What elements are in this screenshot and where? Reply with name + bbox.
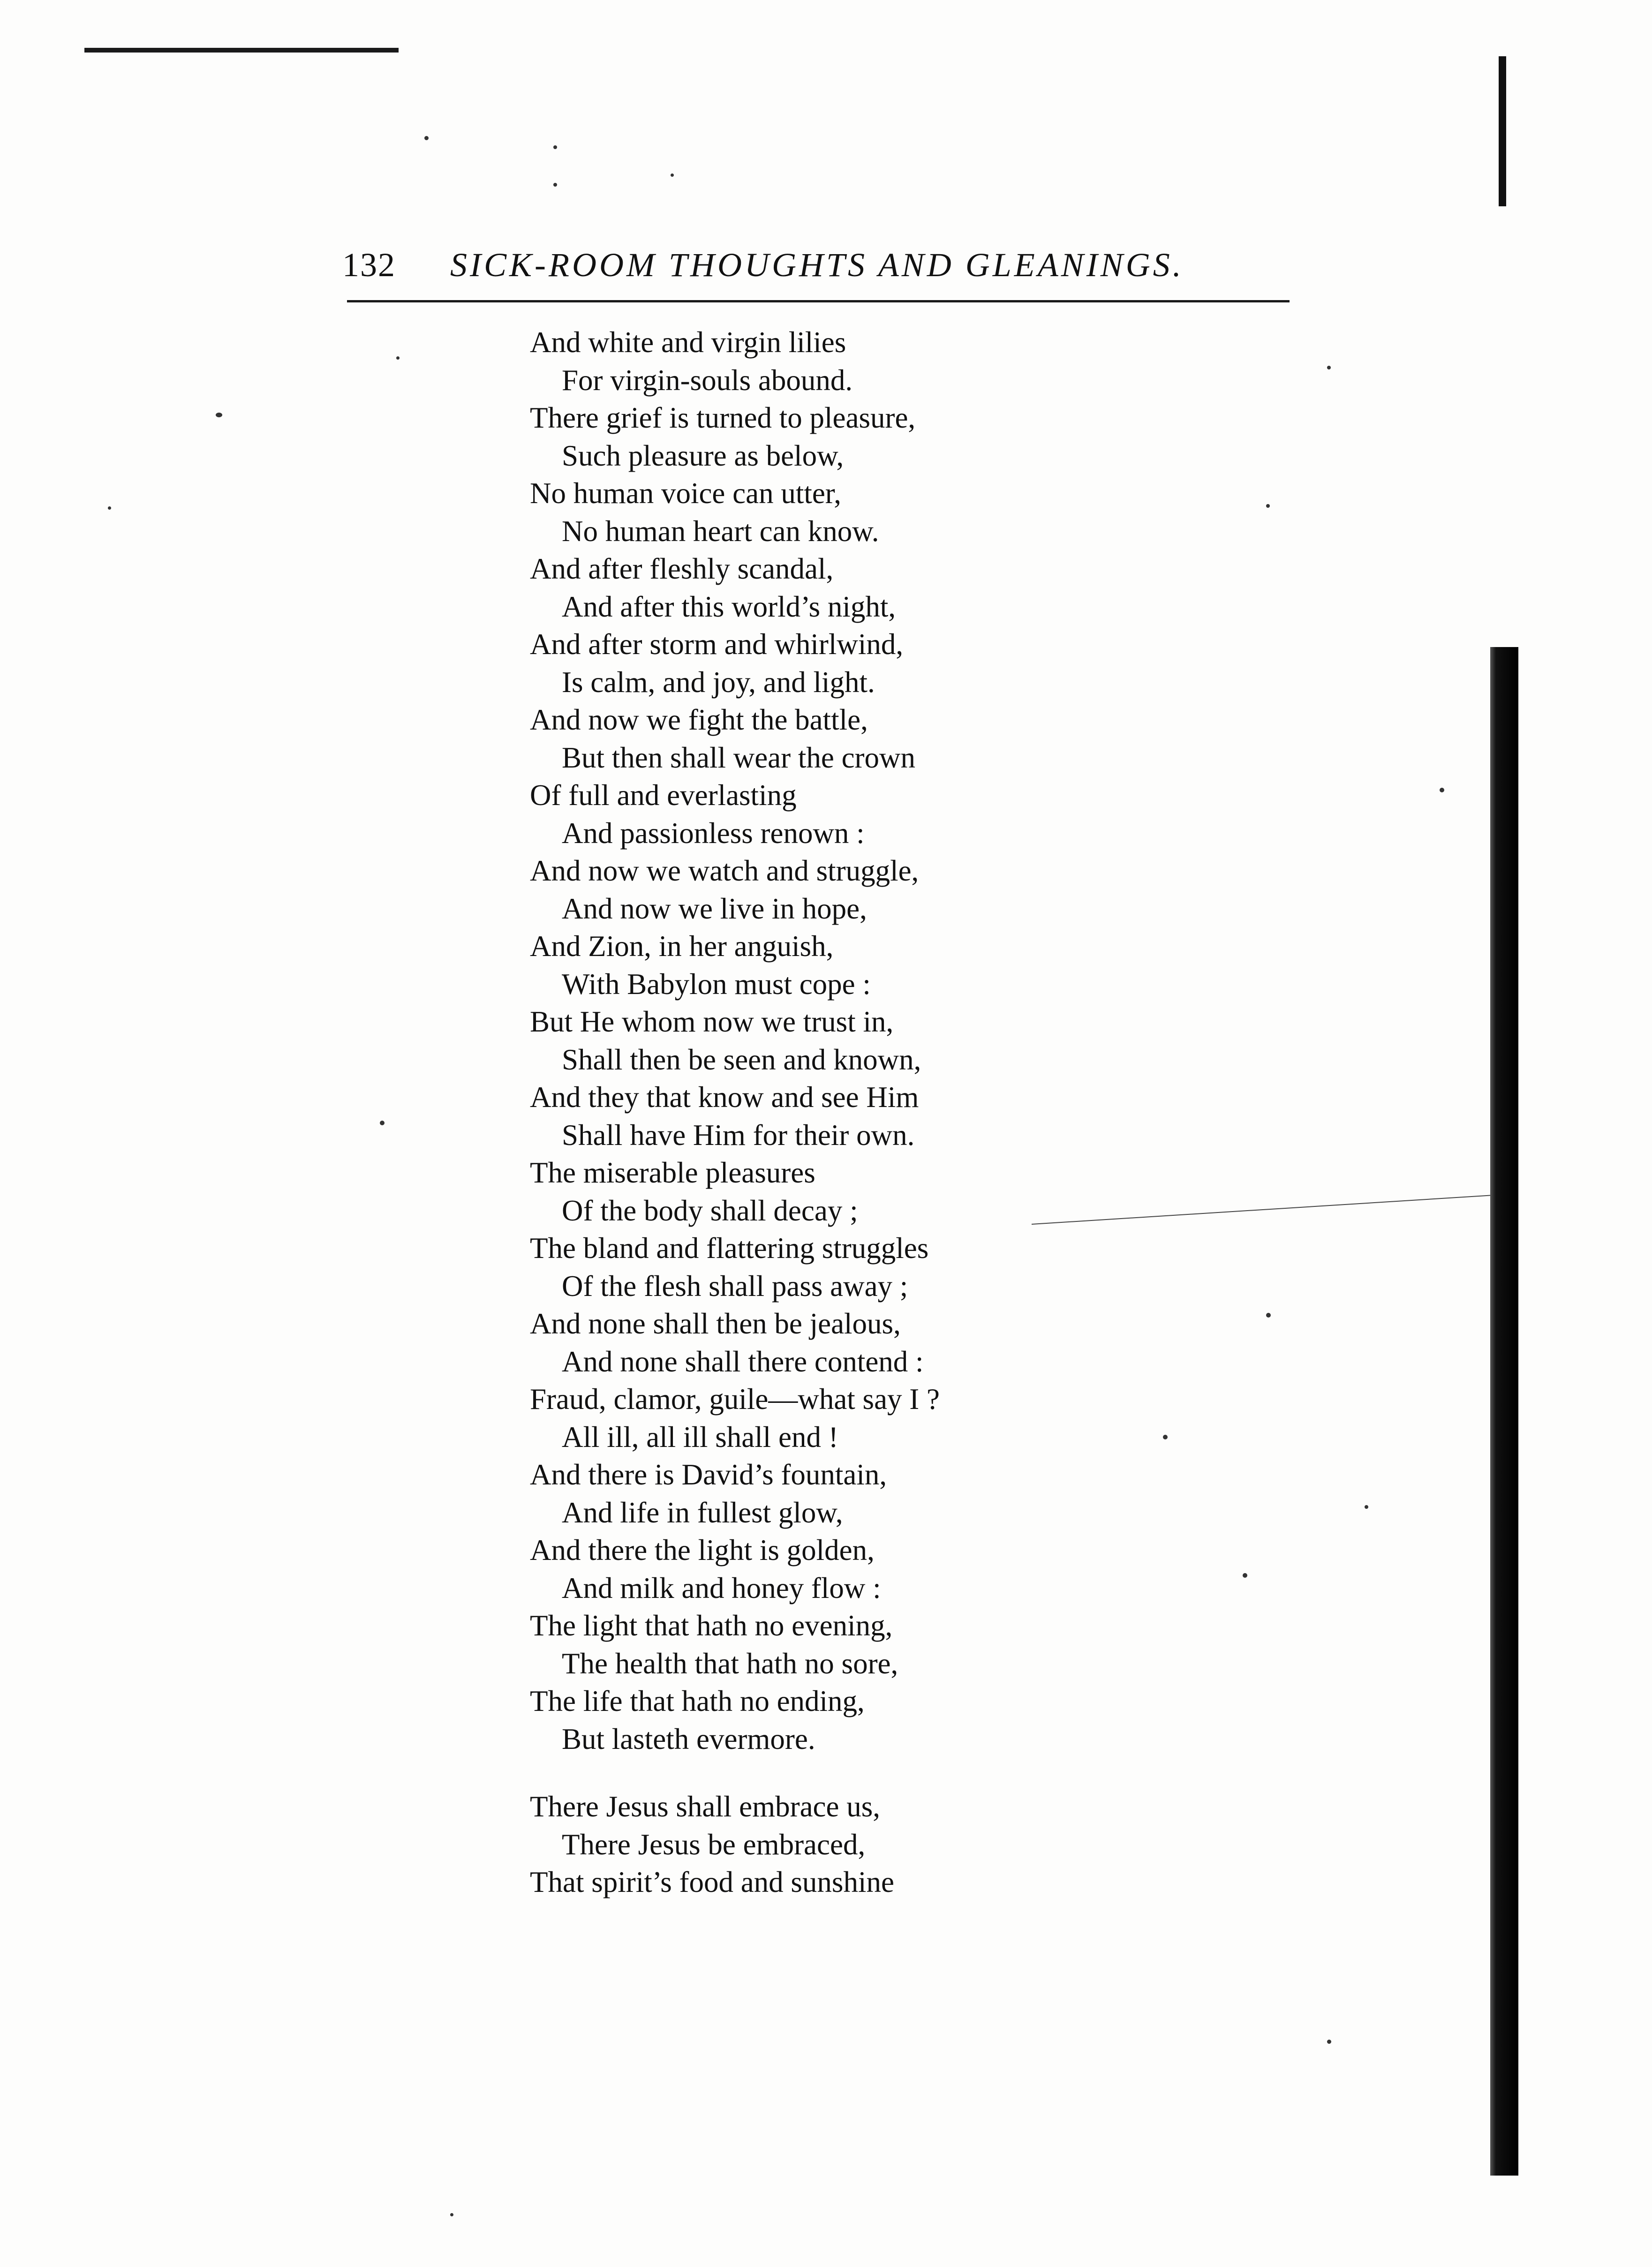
scan-speck: [553, 145, 557, 149]
scan-speck: [1327, 366, 1331, 369]
poem-line: There grief is turned to pleasure,: [530, 401, 916, 434]
scan-speck: [671, 173, 674, 177]
poem-line: And none shall then be jealous,: [530, 1307, 901, 1340]
poem-line: Is calm, and joy, and light.: [562, 665, 875, 699]
running-title: SICK-ROOM THOUGHTS AND GLEANINGS.: [450, 246, 1184, 284]
right-scan-edge-top: [1499, 56, 1506, 206]
poem-line: All ill, all ill shall end !: [562, 1420, 838, 1454]
poem-line: That spirit’s food and sunshine: [530, 1866, 894, 1898]
poem-line: And now we watch and struggle,: [530, 854, 919, 887]
scan-speck: [396, 356, 400, 360]
poem-line: Of the body shall decay ;: [562, 1194, 858, 1227]
poem-line: And there the light is golden,: [530, 1534, 875, 1567]
poem-line: And now we live in hope,: [562, 892, 867, 925]
poem-line: The miserable pleasures: [530, 1156, 815, 1189]
poem-line: And Zion, in her anguish,: [530, 930, 834, 963]
poem-line: Of the flesh shall pass away ;: [562, 1269, 908, 1303]
scan-speck: [1243, 1573, 1247, 1578]
poem-line: But lasteth evermore.: [562, 1722, 815, 1755]
poem-line: And after this world’s night,: [562, 590, 896, 623]
poem-line: And life in fullest glow,: [562, 1496, 843, 1529]
scan-speck: [1440, 788, 1444, 792]
scan-speck: [216, 413, 222, 417]
scan-speck: [1327, 2040, 1331, 2044]
page-number: 132: [342, 246, 396, 284]
poem-line: There Jesus be embraced,: [562, 1828, 866, 1861]
poem-line: With Babylon must cope :: [562, 967, 871, 1001]
scan-speck: [380, 1121, 385, 1125]
scan-speck: [1266, 504, 1270, 508]
scan-speck: [1266, 1313, 1271, 1318]
poem-line: For virgin-souls abound.: [562, 363, 853, 397]
poem-line: The light that hath no evening,: [530, 1609, 893, 1642]
stanza-gap: [530, 1758, 1139, 1788]
poem-line: And after storm and whirlwind,: [530, 628, 904, 661]
poem-line: And now we fight the battle,: [530, 703, 868, 736]
poem-line: And milk and honey flow :: [562, 1571, 881, 1604]
poem-line: And none shall there contend :: [562, 1345, 924, 1378]
poem-line: Fraud, clamor, guile—what say I ?: [530, 1383, 940, 1416]
header-rule: [347, 300, 1290, 302]
poem-line: And they that know and see Him: [530, 1081, 919, 1114]
poem-stanza-2: [530, 1788, 1139, 1901]
scan-speck: [1163, 1435, 1168, 1439]
poem-line: And passionless renown :: [562, 816, 865, 850]
poem-stanza-1: [530, 324, 1139, 1758]
poem-line: And after fleshly scandal,: [530, 552, 834, 585]
scan-speck: [1365, 1505, 1368, 1509]
poem-line: Such pleasure as below,: [562, 439, 844, 472]
poem-line: The health that hath no sore,: [562, 1647, 898, 1680]
poem-line: But He whom now we trust in,: [530, 1005, 894, 1038]
scan-speck: [450, 2213, 453, 2216]
top-scan-edge-rule: [84, 48, 399, 53]
poem-line: Of full and everlasting: [530, 779, 797, 812]
poem-line: And white and virgin lilies: [530, 326, 846, 359]
poem: [530, 324, 1139, 1901]
poem-line: The bland and flattering struggles: [530, 1232, 929, 1265]
poem-line: Shall then be seen and known,: [562, 1043, 921, 1076]
poem-line: The life that hath no ending,: [530, 1685, 865, 1717]
right-scan-edge-bottom: [1490, 647, 1518, 2176]
poem-line: But then shall wear the crown: [562, 741, 916, 774]
page-header: [342, 239, 1299, 291]
scan-speck: [553, 183, 557, 187]
poem-line: There Jesus shall embrace us,: [530, 1790, 880, 1823]
scan-speck: [108, 506, 111, 510]
poem-line: No human heart can know.: [562, 514, 879, 548]
poem-line: Shall have Him for their own.: [562, 1118, 915, 1152]
poem-line: And there is David’s fountain,: [530, 1458, 887, 1491]
poem-line: No human voice can utter,: [530, 477, 841, 510]
scan-speck: [424, 136, 429, 140]
